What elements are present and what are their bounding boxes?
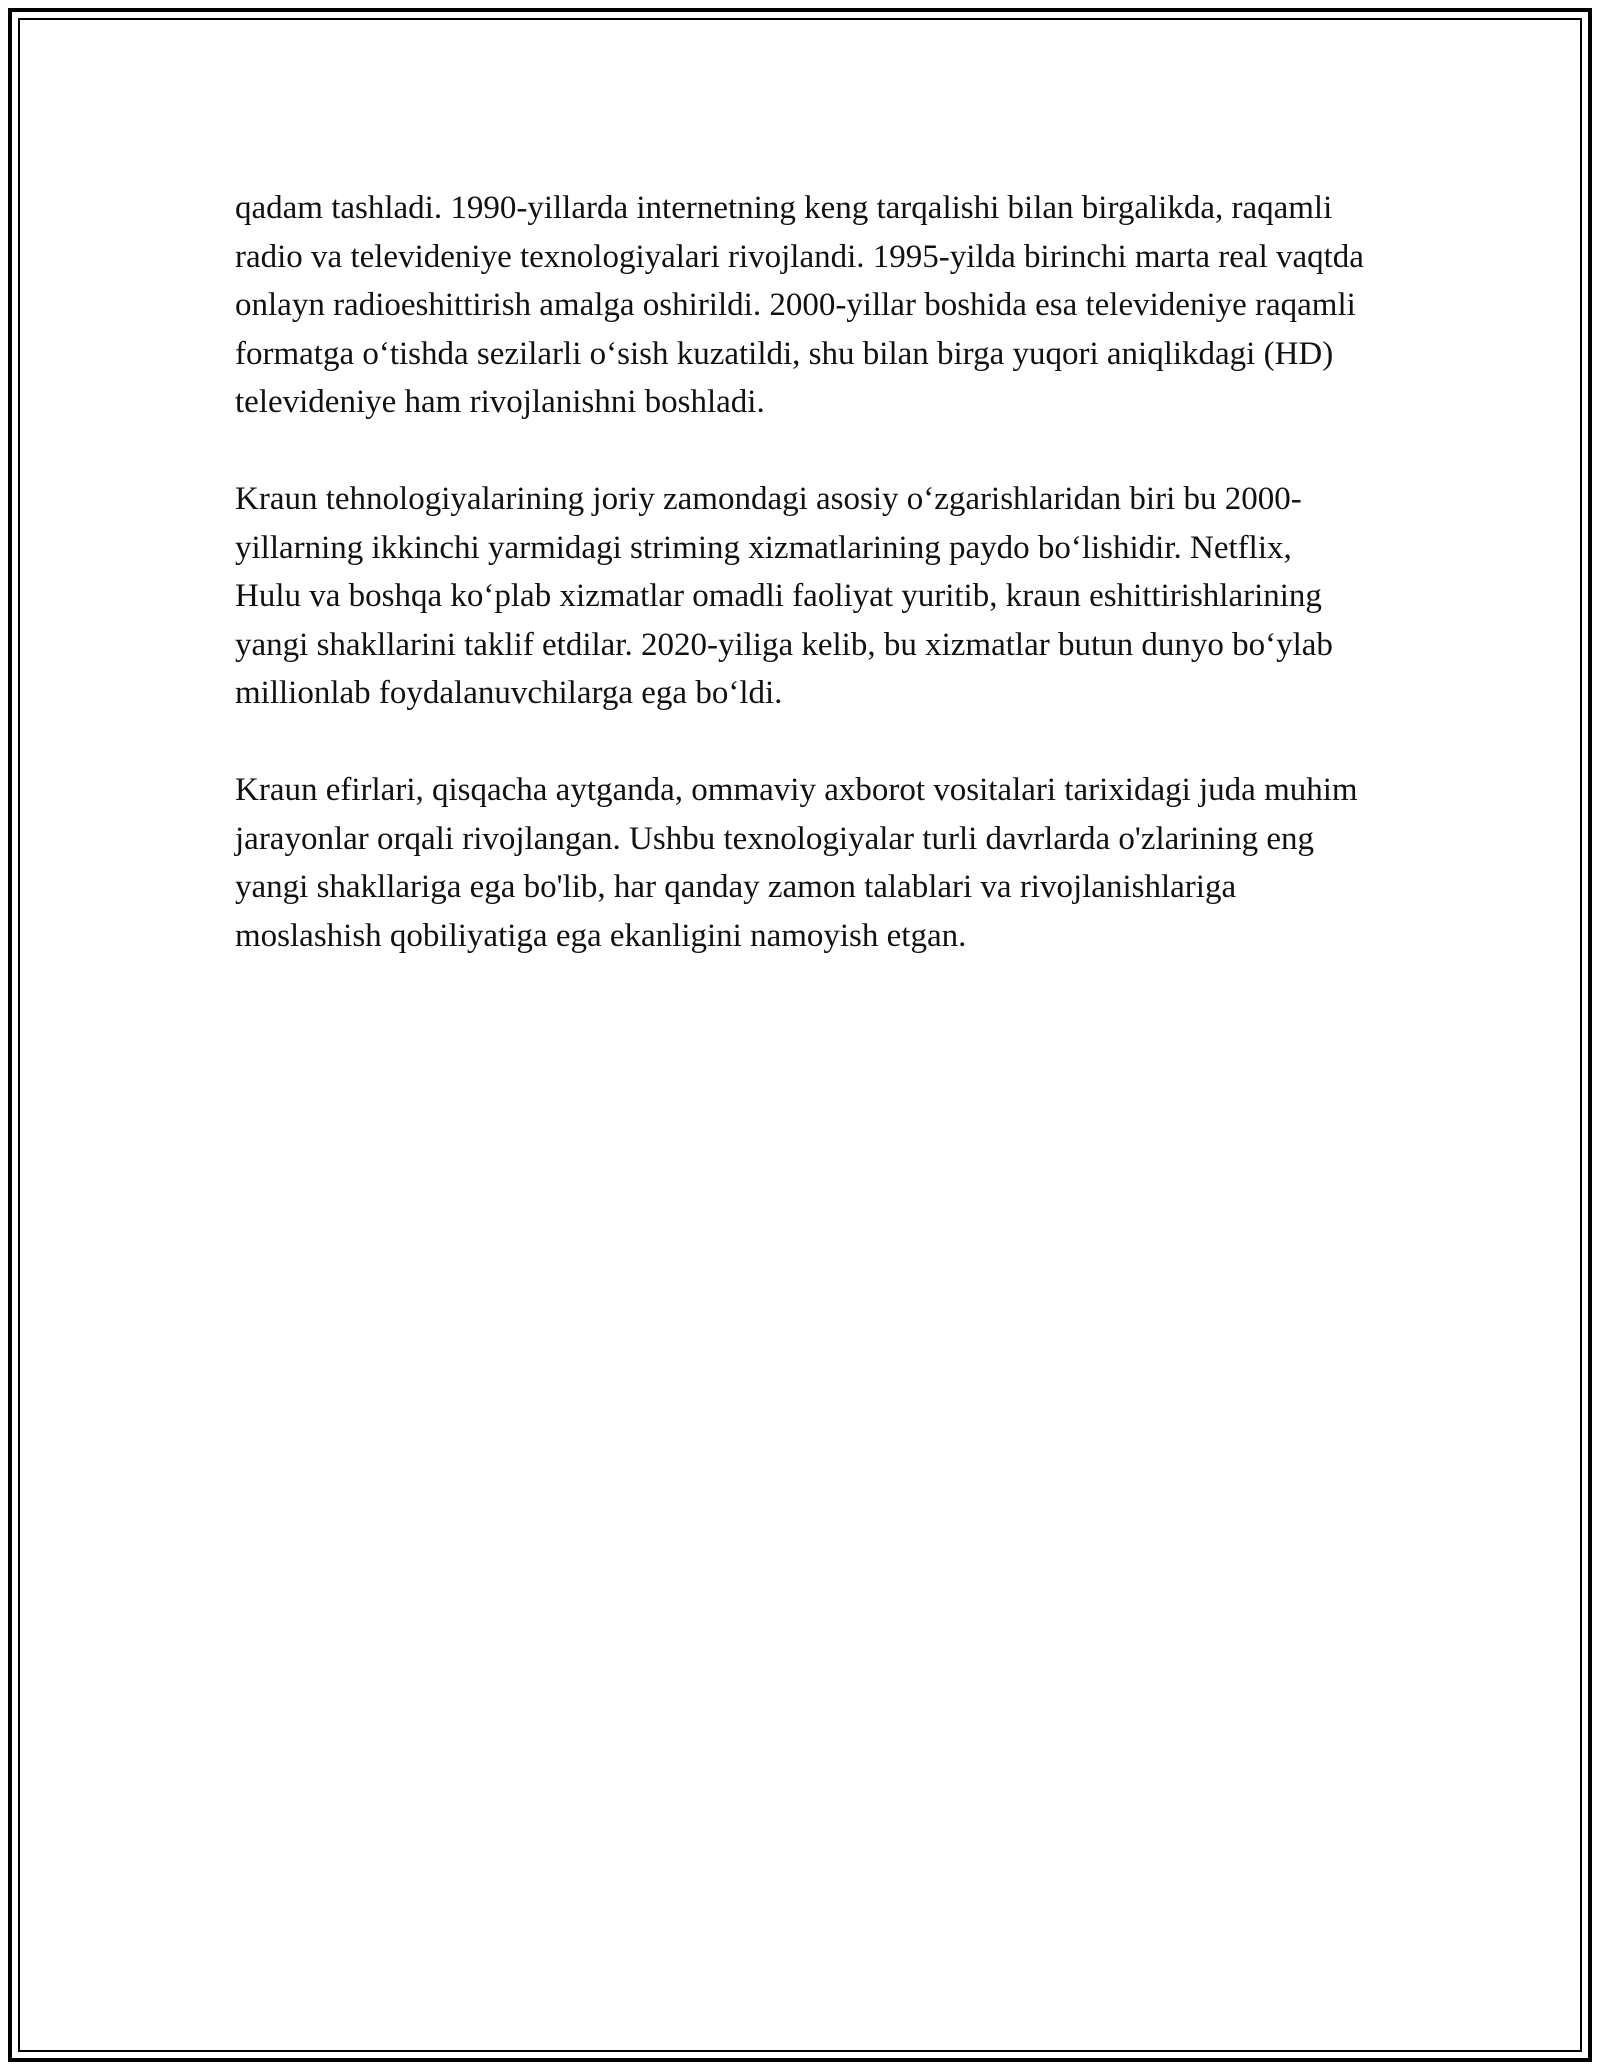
paragraph-2: Kraun tehnologiyalarining joriy zamondagi asosiy o‘zgarishlaridan biri bu 2000-yillarning ikkinchi yarmidagi striming xizmatlarining paydo bo‘lishidir. Netflix, Hulu va boshqa ko‘plab xizmatlar omadli faoliyat yuritib, kraun eshittirishlarining yangi shakllarini taklif etdilar. 2020-yiliga kelib, bu xizmatlar butun dunyo bo‘ylab millionlab foydalanuvchilarga ega bo‘ldi. <box>235 481 1333 711</box>
paragraph-1: qadam tashladi. 1990-yillarda internetning keng tarqalishi bilan birgalikda, raqamli radio va televideniye texnologiyalari rivojlandi. 1995-yilda birinchi marta real vaqtda onlayn radioeshittirish amalga oshirildi. 2000-yillar boshida esa televideniye raqamli formatga o‘tishda sezilarli o‘sish kuzatildi, shu bilan birga yuqori aniqlikdagi (HD) televideniye ham rivojlanishni boshladi. <box>235 190 1364 420</box>
document-body <box>235 184 1365 960</box>
paragraph-3: Kraun efirlari, qisqacha aytganda, ommaviy axborot vositalari tarixidagi juda muhim jarayonlar orqali rivojlangan. Ushbu texnologiyalar turli davrlarda o'zlarining eng yangi shakllariga ega bo'lib, har qanday zamon talablari va rivojlanishlariga moslashish qobiliyatiga ega ekanligini namoyish etgan. <box>235 772 1358 954</box>
